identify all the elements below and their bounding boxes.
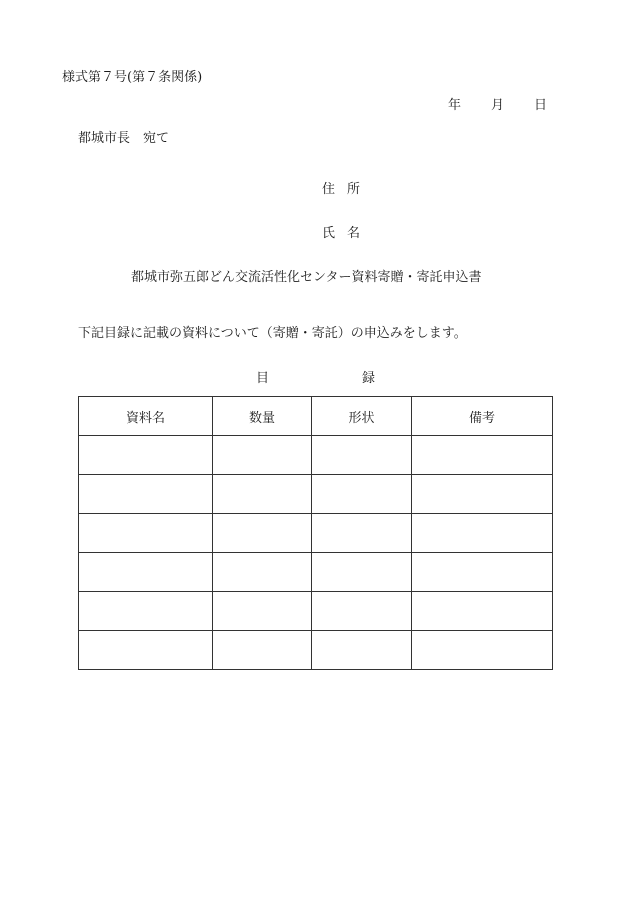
cell-item-name[interactable]	[79, 514, 213, 553]
table-row	[79, 592, 553, 631]
form-number: 様式第７号(第７条関係)	[62, 70, 203, 85]
table-row	[79, 475, 553, 514]
header-quantity: 数量	[213, 397, 312, 436]
cell-remarks[interactable]	[412, 592, 553, 631]
cell-remarks[interactable]	[412, 514, 553, 553]
cell-quantity[interactable]	[213, 553, 312, 592]
cell-item-name[interactable]	[79, 553, 213, 592]
cell-remarks[interactable]	[412, 436, 553, 475]
body-text: 下記目録に記載の資料について（寄贈・寄託）の申込みをします。	[78, 326, 467, 341]
date-year-label: 年	[448, 98, 462, 113]
cell-shape[interactable]	[312, 436, 412, 475]
list-heading	[256, 367, 375, 386]
applicant-name-label: 氏名	[322, 226, 373, 241]
cell-item-name[interactable]	[79, 592, 213, 631]
date-line	[448, 94, 547, 113]
cell-shape[interactable]	[312, 514, 412, 553]
header-remarks: 備考	[412, 397, 553, 436]
list-heading-right: 録	[362, 371, 376, 386]
table-header-row	[79, 397, 553, 436]
cell-quantity[interactable]	[213, 592, 312, 631]
cell-quantity[interactable]	[213, 631, 312, 670]
applicant-address-label: 住所	[322, 182, 373, 197]
table-row	[79, 553, 553, 592]
cell-shape[interactable]	[312, 553, 412, 592]
table-row	[79, 514, 553, 553]
cell-remarks[interactable]	[412, 553, 553, 592]
cell-item-name[interactable]	[79, 631, 213, 670]
table-row	[79, 436, 553, 475]
cell-remarks[interactable]	[412, 631, 553, 670]
document-title: 都城市弥五郎どん交流活性化センター資料寄贈・寄託申込書	[131, 270, 482, 285]
list-heading-left: 目	[256, 371, 270, 386]
cell-shape[interactable]	[312, 475, 412, 514]
addressee: 都城市長 宛て	[78, 131, 170, 146]
cell-item-name[interactable]	[79, 475, 213, 514]
table-row	[79, 631, 553, 670]
cell-item-name[interactable]	[79, 436, 213, 475]
cell-shape[interactable]	[312, 631, 412, 670]
cell-remarks[interactable]	[412, 475, 553, 514]
inventory-table	[78, 396, 553, 670]
date-day-label: 日	[534, 98, 548, 113]
cell-shape[interactable]	[312, 592, 412, 631]
date-month-label: 月	[491, 98, 505, 113]
cell-quantity[interactable]	[213, 436, 312, 475]
cell-quantity[interactable]	[213, 514, 312, 553]
cell-quantity[interactable]	[213, 475, 312, 514]
header-item-name: 資料名	[79, 397, 213, 436]
header-shape: 形状	[312, 397, 412, 436]
